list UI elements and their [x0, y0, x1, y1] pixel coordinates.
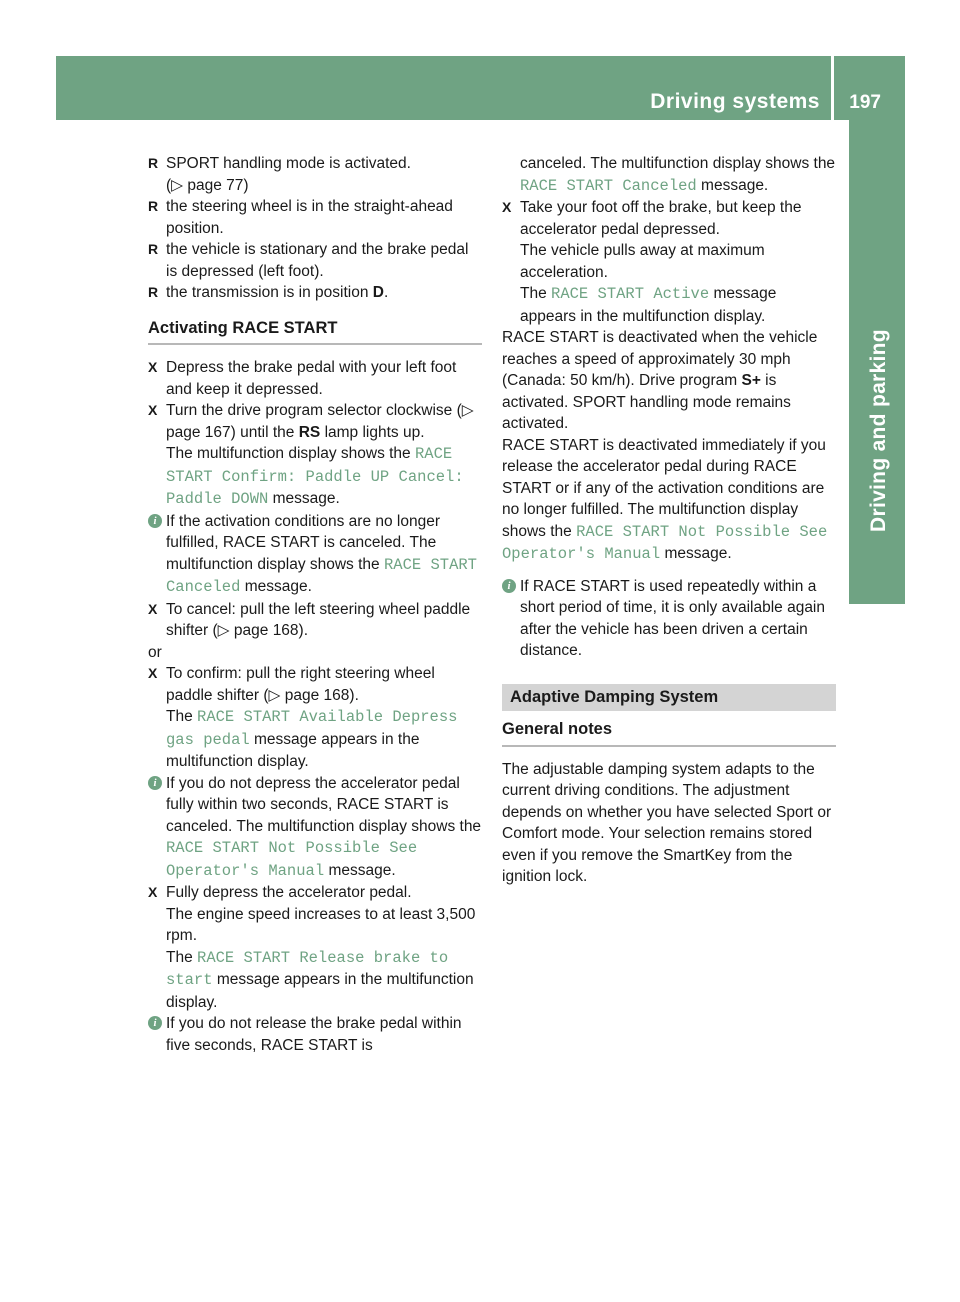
text: If you do not depress the accelerator pedal fully within two seconds, RACE START is canceled. The multifunction display shows the	[166, 774, 482, 835]
step-arrow-icon: X	[148, 402, 158, 418]
text: The	[166, 708, 198, 725]
condition-item	[148, 282, 482, 304]
info-icon: i	[148, 1016, 162, 1030]
step-arrow-icon: X	[148, 600, 158, 617]
position-letter: D	[372, 284, 384, 301]
condition-item	[148, 153, 482, 196]
step-item	[148, 663, 482, 773]
step-item	[502, 197, 836, 327]
text: The engine speed increases to at least 3,500 rpm.	[166, 905, 476, 944]
text: If you do not release the brake pedal within five seconds, RACE START is	[166, 1015, 462, 1054]
display-message: RACE START Active	[551, 285, 710, 303]
info-note	[148, 511, 482, 599]
info-note-continued	[502, 153, 836, 197]
text: Take your foot off the brake, but keep the accelerator pedal depressed.	[520, 199, 802, 238]
text: If RACE START is used repeatedly within a short period of time, it is only available again after the vehicle has been driven a certain distance.	[520, 577, 825, 659]
paragraph	[502, 327, 836, 435]
text: Fully depress the accelerator pedal.	[166, 884, 412, 901]
condition-item	[148, 239, 482, 282]
text: the steering wheel is in the straight-ahead position.	[166, 198, 453, 237]
text: message appears in the multifunction display.	[166, 730, 420, 770]
step-arrow-icon: X	[148, 665, 158, 681]
page-ref: (▷ page 77)	[166, 176, 249, 194]
paragraph	[502, 435, 836, 566]
text: is activated. SPORT handling mode remains activated.	[502, 372, 791, 432]
info-note	[148, 1013, 482, 1056]
display-message: RACE START Not Possible See Operator's Manual	[166, 839, 418, 880]
page-header	[56, 56, 905, 120]
text: The vehicle pulls away at maximum acceleration.	[520, 242, 765, 281]
section-title-bar: Adaptive Damping System	[502, 684, 836, 712]
text: message.	[240, 578, 312, 595]
text: The multifunction display shows the	[166, 445, 415, 462]
display-message: RACE START Release brake to start	[166, 948, 449, 989]
text: If the activation conditions are no longer fulfilled, RACE START is canceled. The multifunction display shows the	[166, 512, 441, 573]
text: message.	[268, 490, 340, 507]
info-note	[502, 576, 836, 662]
header-separator	[831, 56, 834, 120]
text: the transmission is in position	[166, 284, 373, 301]
bullet-icon: R	[148, 284, 159, 300]
text: message appears in the multifunction display.	[520, 285, 777, 325]
info-icon: i	[148, 514, 162, 528]
side-tab-label: Driving and parking	[867, 329, 890, 532]
text: message.	[660, 545, 732, 562]
or-label: or	[148, 643, 162, 661]
step-item	[148, 400, 482, 511]
text: RACE START is deactivated when the vehicle reaches a speed of approximately 30 mph (Canada: 50 km/h). Drive program	[502, 329, 818, 389]
text: message appears in the multifunction display.	[166, 971, 474, 1011]
text: RACE START is deactivated immediately if you release the accelerator pedal during RACE START or if any of the activation conditions are no longer fulfilled. The multifunction display shows the	[502, 436, 826, 540]
text: .	[383, 284, 389, 301]
text: The	[166, 948, 198, 966]
bullet-icon: R	[148, 198, 159, 214]
info-icon: i	[502, 579, 516, 593]
display-message: RACE START Available Depress gas pedal	[166, 708, 458, 749]
step-item	[148, 882, 482, 1013]
info-icon: i	[148, 776, 162, 790]
text: Turn the drive program selector clockwise (▷ page 167) until the	[166, 402, 474, 441]
text: To cancel: pull the left steering wheel paddle shifter (▷ page 168).	[166, 600, 471, 639]
side-tab-block	[849, 540, 905, 604]
section-heading: Activating RACE START	[148, 318, 482, 346]
step-item	[148, 357, 482, 400]
left-column	[148, 153, 482, 1056]
text: To confirm: pull the right steering wheel paddle shifter (▷ page 168).	[166, 665, 435, 704]
text: the vehicle is stationary and the brake pedal is depressed (left foot).	[166, 241, 469, 280]
step-item	[148, 599, 482, 642]
drive-program-label: S+	[741, 372, 761, 389]
display-message: RACE START Canceled	[166, 555, 477, 596]
text: message.	[324, 861, 396, 879]
text: message.	[696, 176, 769, 194]
text: SPORT handling mode is activated.	[166, 155, 411, 172]
subsection-heading: General notes	[502, 719, 836, 747]
text: lamp lights up.	[320, 423, 425, 441]
step-arrow-icon: X	[148, 884, 158, 900]
display-message: RACE START Confirm: Paddle UP Cancel: Paddle DOWN	[166, 445, 464, 508]
bullet-icon: R	[148, 155, 159, 171]
display-message: RACE START Not Possible See Operator's Manual	[502, 522, 828, 563]
text: Depress the brake pedal with your left foot and keep it depressed.	[166, 359, 457, 398]
info-note	[148, 773, 482, 883]
paragraph: The adjustable damping system adapts to the current driving conditions. The adjustment depends on whether you have selected Sport or Comfort mode. Your selection remains stored even if you remove the SmartKey from the ignition lock.	[502, 760, 832, 885]
condition-item	[148, 196, 482, 239]
lamp-label: RS	[298, 423, 321, 441]
page-number: 197	[849, 92, 881, 113]
right-column	[502, 153, 836, 888]
text: The	[520, 285, 552, 302]
display-message: RACE START Canceled	[520, 176, 697, 195]
step-arrow-icon: X	[148, 359, 158, 375]
text: canceled. The multifunction display shows the	[520, 155, 836, 172]
bullet-icon: R	[148, 241, 159, 257]
step-arrow-icon: X	[502, 199, 512, 215]
header-title: Driving systems	[650, 90, 820, 113]
